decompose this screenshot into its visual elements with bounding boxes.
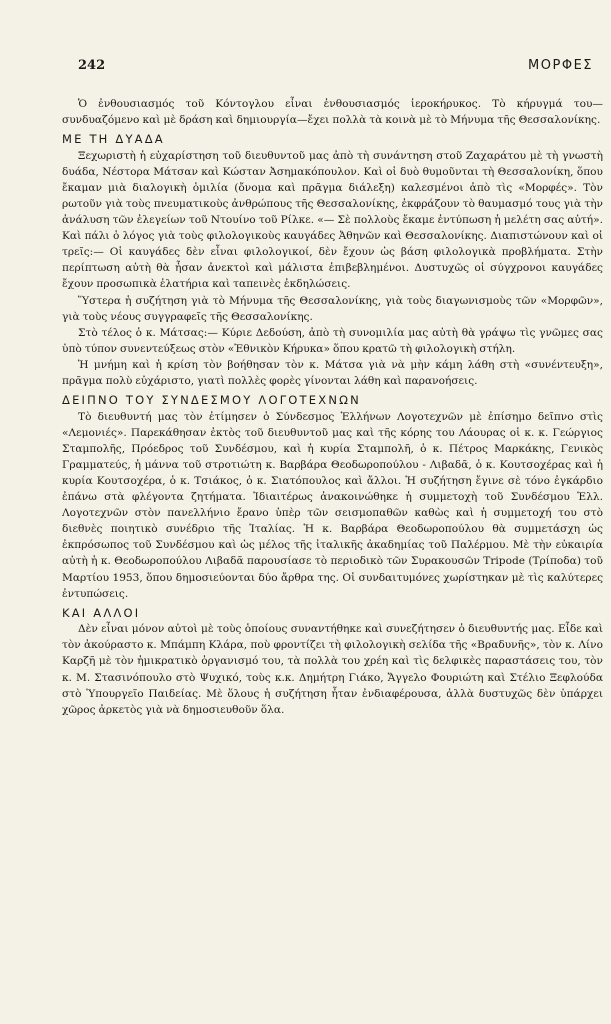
paragraph: Δὲν εἶναι μόνον αὐτοὶ μὲ τοὺς ὁποίους συναντήθηκε καὶ συνεζήτησεν ὁ διευθυντής μας. Εἶδε καὶ τὸν ἀκούραστο κ. Μπάμπη Κλάρα, ποὺ φροντίζει τὴ φιλολογικὴ σελίδα τῆς «Βραδυνῆς», τὸν κ. Λίνο Καρζῆ μὲ τὸν ἡμικρατικὸ ὀργανισμό του, τὰ πολλὰ του χρέη καὶ τὶς δελφικὲς παραστάσεις του, τὸν κ. Μ. Στασινόπουλο στὸ Ψυχικό, τοὺς κ.κ. Δημήτρη Γιάκο, Ἄγγελο Φουριώτη καὶ Στέλιο Ξεφλούδα στὸ Ὑπουργεῖο Παιδείας. Μὲ ὅλους ἡ συζήτηση ἦταν ἐνδιαφέρουσα, ἀλλὰ δυστυχῶς δὲν ὑπάρχει χῶρος ἀρκετὸς γιὰ νὰ δημοσιευθοῦν ὅλα.	[62, 623, 603, 716]
section-heading: ΜΕ ΤΗ ΔΥΑΔΑ	[62, 132, 165, 147]
page-number: 242	[78, 58, 106, 73]
paragraph: Ὁ ἐνθουσιασμός τοῦ Κόντογλου εἶναι ἐνθουσιασμός ἱεροκήρυκος. Τὸ κήρυγμά του—συνδυαζόμενο καὶ μὲ δράση καὶ δημιουργία—ἔχει πολλὰ τὰ κοινὰ μὲ τὸ Μήνυμα τῆς Θεσσαλονίκης.	[62, 98, 603, 127]
paragraph: Ὕστερα ἡ συζήτηση γιὰ τὸ Μήνυμα τῆς Θεσσαλονίκης, γιὰ τοὺς διαγωνισμοὺς τῶν «Μορφῶν», γιὰ τοὺς νέους συγγραφεῖς τῆς Θεσσαλονίκης.	[62, 294, 603, 323]
paragraph: Ξεχωριστὴ ἡ εὐχαρίστηση τοῦ διευθυντοῦ μας ἀπὸ τὴ συνάντηση στοῦ Ζαχαράτου μὲ τὴ γνωστὴ δυάδα, Νέστορα Μάτσαν καὶ Κώσταν Ἀσημακόπουλον. Καὶ οἱ δυὸ θυμοῦνται τὴ Θεσσαλονίκη, ὅπου ἔκαμαν μιὰ διαλογικὴ ὁμιλία (ὄνομα καὶ πρᾶγμα διάλεξη) καλεσμένοι ἀπὸ τὶς «Μορφές». Τὸν ρωτοῦν γιὰ τοὺς πνευματικοὺς ἀνθρώπους τῆς Θεσσαλονίκης, ἐκφράζουν τὸ θαυμασμό τους γιὰ τὴν ἀνάλυση τῶν ἐλεγείων τοῦ Ντουίνο τοῦ Ρίλκε. «— Σὲ πολλοὺς ἔκαμε ἐντύπωση ἡ μελέτη σας αὐτή». Καὶ πάλι ὁ λόγος γιὰ τοὺς φιλολογικοὺς καυγάδες Ἀθηνῶν καὶ Θεσσαλονίκης. Διαπιστώνουν καὶ οἱ τρεῖς:— Οἱ καυγάδες δὲν εἶναι φιλολογικοί, δὲν ἔχουν ὡς βάση φιλολογικὰ προβλήματα. Στὴν περίπτωση αὐτὴ θὰ ἦσαν ἀνεκτοὶ καὶ μάλιστα ἐπιβεβλημένοι. Δυστυχῶς οἱ σύγχρονοι καυγάδες ἔχουν προσωπικὰ ἐλατήρια καὶ ταπεινὲς ἐκδηλώσεις.	[62, 149, 603, 291]
page-header	[78, 58, 593, 78]
article-body	[62, 96, 603, 718]
section-heading: ΔΕΙΠΝΟ ΤΟΥ ΣΥΝΔΕΣΜΟΥ ΛΟΓΟΤΕΧΝΩΝ	[62, 393, 361, 408]
section-deipno	[62, 392, 603, 602]
section-heading: ΚΑΙ ΑΛΛΟΙ	[62, 605, 141, 620]
section-intro	[62, 96, 603, 128]
paragraph: Στὸ τέλος ὁ κ. Μάτσας:— Κύριε Δεδούση, ἀπὸ τὴ συνομιλία μας αὐτὴ θὰ γράψω τὶς γνῶμες σας ὑπὸ τύπον συνεντεύξεως στὸν «Ἐθνικὸν Κήρυκα» ὅπου κρατῶ τὴ φιλολογικὴ στήλη.	[62, 326, 603, 355]
paragraph: Ἡ μνήμη καὶ ἡ κρίση τὸν βοήθησαν τὸν κ. Μάτσα γιὰ νὰ μὴν κάμη λάθη στὴ «συνέντευξη», πρᾶγμα πολὺ εὐχάριστο, γιατὶ πολλὲς φορὲς γίνονται λάθη καὶ παρανοήσεις.	[62, 358, 603, 387]
section-kai-alloi	[62, 605, 603, 718]
section-me-th-dyada	[62, 131, 603, 389]
running-title: ΜΟΡΦΕΣ	[528, 58, 593, 73]
paragraph: Τὸ διευθυντή μας τὸν ἐτίμησεν ὁ Σύνδεσμος Ἑλλήνων Λογοτεχνῶν μὲ ἐπίσημο δεῖπνο στὶς «Λεμονιές». Παρεκάθησαν ἐκτὸς τοῦ διευθυντοῦ μας καὶ τῆς κόρης του Λάουρας οἱ κ. κ. Γεώργιος Σταμπολῆς, Πρόεδρος τοῦ Συνδέσμου, καὶ ἡ κυρία Σταμπολῆ, ὁ κ. Πέτρος Μαρκάκης, Γενικὸς Γραμματεύς, ἡ μάννα τοῦ στροτιώτη κ. Βαρβάρα Θεοδωροπούλου - Λιβαδᾶ, ὁ κ. Κουτσοχέρας καὶ ἡ κυρία Κουτσοχέρα, ὁ κ. Τσιάκος, ὁ κ. Σιατόπουλος καὶ ἄλλοι. Ἡ συζήτηση ἔγινε σὲ τόνο ἐγκάρδιο ἐπάνω στὰ φλέγοντα ζητήματα. Ἰδιαιτέρως ἀνακοινώθηκε ἡ συμμετοχὴ τοῦ Συνδέσμου Ἑλλ. Λογοτεχνῶν στὸν πανελλήνιο ἔρανο ὑπὲρ τῶν σεισμοπαθῶν καθὼς καὶ ἡ συμμετοχή του στὸ διεθνὲς ποιητικὸ συνέδριο τῆς Ἰταλίας. Ἡ κ. Βαρβάρα Θεοδωροπούλου θὰ συμμετάσχη ὡς ἐκπρόσωπος τοῦ Συνδέσμου καὶ ὡς μέλος τῆς ἰταλικῆς ἀκαδημίας τοῦ Παλέρμου. Μὲ τὴν εὐκαιρία αὐτὴ ἡ κ. Θεοδωροπούλου Λιβαδᾶ παρουσίασε τὸ περιοδικὸ τῶν Συρακουσῶν Tripode (Τρίποδα) τοῦ Μαρτίου 1953, ὅπου δημοσιεύονται δύο ἄρθρα της. Οἱ συνδαιτυμόνες χωρίστηκαν μὲ τὶς καλύτερες ἐντυπώσεις.	[62, 410, 603, 600]
